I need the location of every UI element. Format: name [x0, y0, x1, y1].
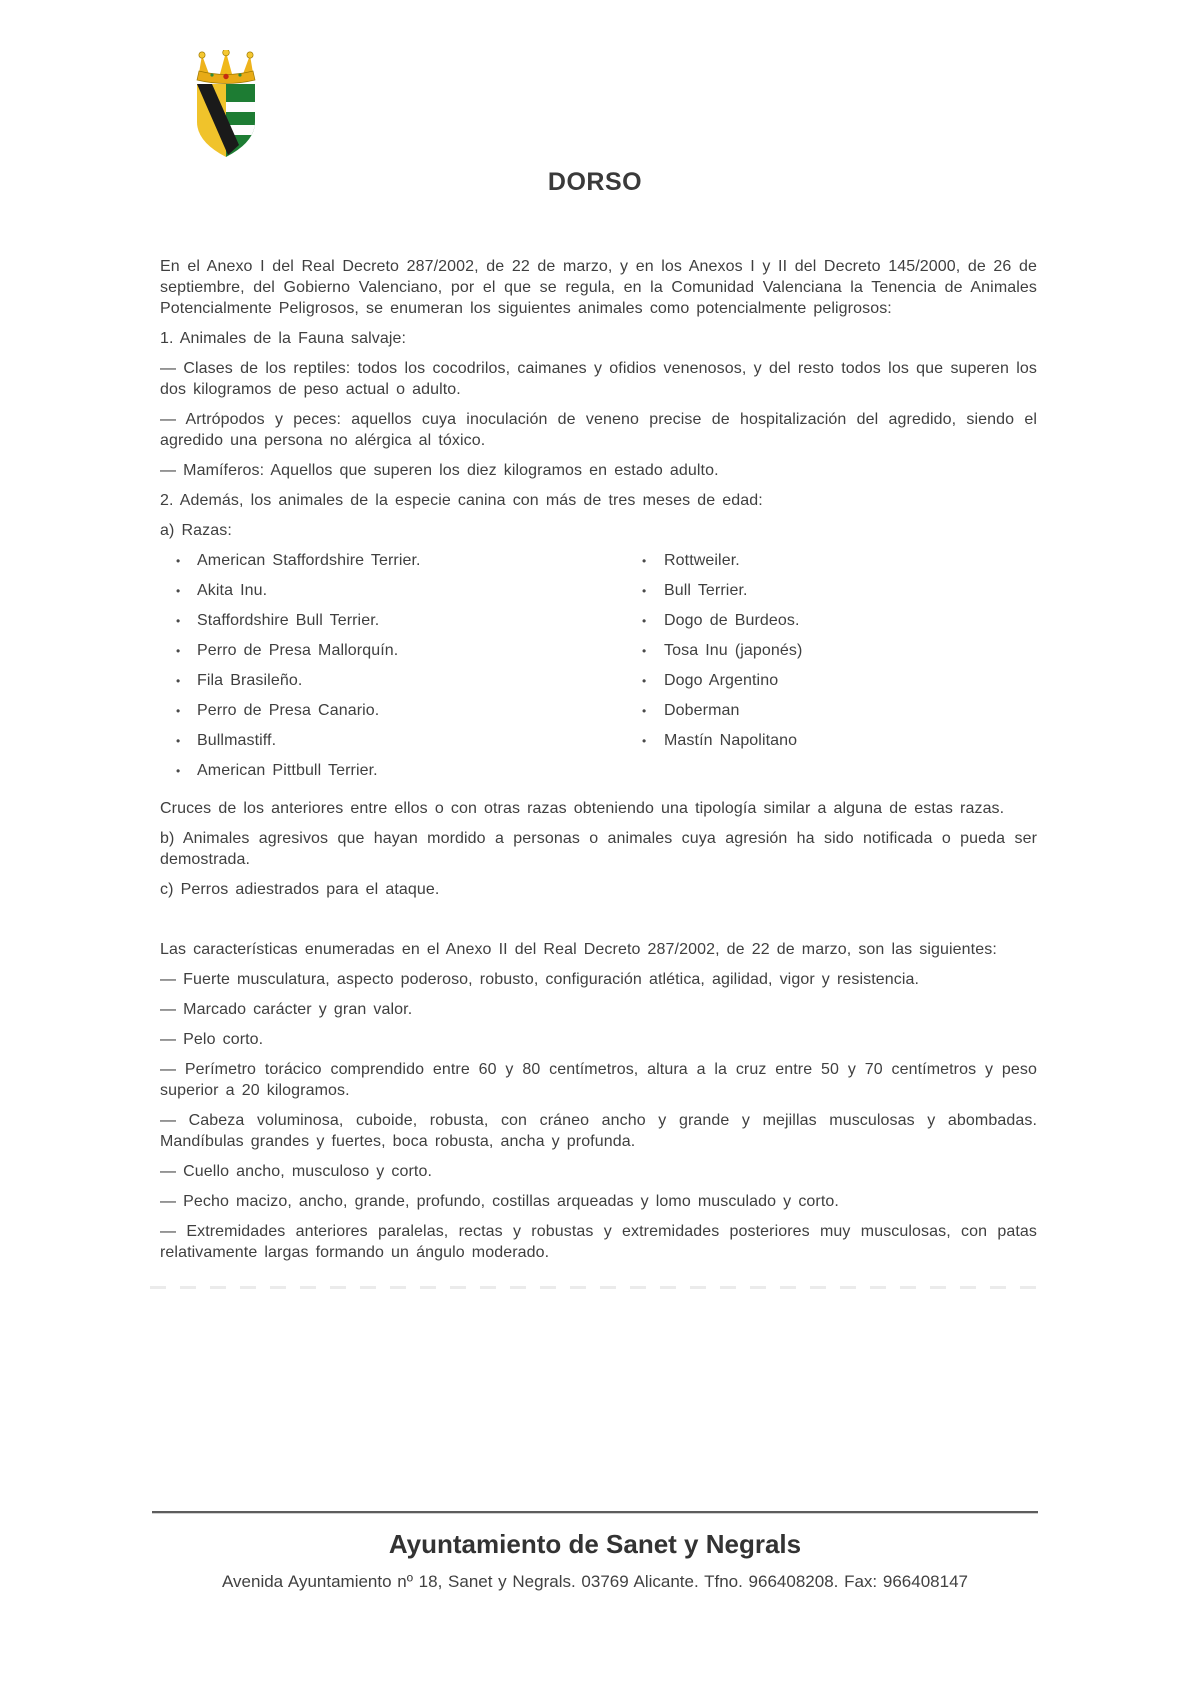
fauna-heading: 1. Animales de la Fauna salvaje: [160, 330, 407, 347]
cruces-paragraph: Cruces de los anteriores entre ellos o con otras razas obteniendo una tipología similar a alguna de estas razas. [160, 800, 1005, 817]
page-title: DORSO [547, 168, 643, 196]
breed-item: • Fila Brasileño. [197, 670, 642, 691]
municipal-crest-icon [188, 50, 264, 162]
breed-item: • Mastín Napolitano [664, 730, 1037, 751]
caracteristica-item: — Extremidades anteriores paralelas, rectas y robustas y extremidades posteriores muy musculosas, con patas relativamente largas formando un ángulo moderado. [160, 1223, 1037, 1261]
breed-item: • American Pittbull Terrier. [197, 760, 642, 781]
document-body [160, 256, 1037, 1272]
faint-scan-divider [150, 1286, 1038, 1289]
breed-item: • Rottweiler. [664, 550, 1037, 571]
fauna-item-artropodos: — Artrópodos y peces: aquellos cuya inoculación de veneno precise de hospitalización del agredido, siendo el agredido una persona no alérgica al tóxico. [160, 411, 1037, 449]
breed-item: • American Staffordshire Terrier. [197, 550, 642, 571]
item-c-paragraph: c) Perros adiestrados para el ataque. [160, 881, 440, 898]
caracteristica-item: — Pecho macizo, ancho, grande, profundo, costillas arqueadas y lomo musculado y corto. [160, 1193, 839, 1210]
caracteristicas-intro: Las características enumeradas en el Anexo II del Real Decreto 287/2002, de 22 de marzo, son las siguientes: [160, 941, 997, 958]
item-b-paragraph: b) Animales agresivos que hayan mordido a personas o animales cuya agresión ha sido notificada o pueda ser demostrada. [160, 830, 1037, 868]
shield-icon [197, 84, 255, 158]
breed-item: • Staffordshire Bull Terrier. [197, 610, 642, 631]
breed-item: • Akita Inu. [197, 580, 642, 601]
caracteristica-item: — Perímetro torácico comprendido entre 60 y 80 centímetros, altura a la cruz entre 50 y 70 centímetros y peso superior a 20 kilogramos. [160, 1061, 1037, 1099]
breed-list-left-column [160, 550, 642, 790]
canina-heading: 2. Además, los animales de la especie canina con más de tres meses de edad: [160, 492, 763, 509]
breed-item: • Perro de Presa Mallorquín. [197, 640, 642, 661]
breed-item: • Perro de Presa Canario. [197, 700, 642, 721]
caracteristica-item: — Cabeza voluminosa, cuboide, robusta, con cráneo ancho y grande y mejillas musculosas y abombadas. Mandíbulas grandes y fuertes, boca robusta, ancha y profunda. [160, 1112, 1037, 1150]
footer-address: Avenida Ayuntamiento nº 18, Sanet y Negrals. 03769 Alicante. Tfno. 966408208. Fax: 966408147 [222, 1571, 968, 1591]
breed-item: • Tosa Inu (japonés) [664, 640, 1037, 661]
breed-item: • Bull Terrier. [664, 580, 1037, 601]
footer-rule [152, 1511, 1038, 1513]
razas-heading: a) Razas: [160, 522, 232, 539]
footer-organization: Ayuntamiento de Sanet y Negrals [388, 1529, 802, 1559]
intro-paragraph: En el Anexo I del Real Decreto 287/2002, de 22 de marzo, y en los Anexos I y II del Decreto 145/2000, de 26 de septiembre, del Gobierno Valenciano, por el que se regula, en la Comunidad Valenciana la Tenencia de Animales Potencialmente Peligrosos, se enumeran los siguientes animales como potencialmente peligrosos: [160, 258, 1037, 317]
breed-list-right-column [642, 550, 1037, 790]
breed-item: • Dogo Argentino [664, 670, 1037, 691]
crown-icon [197, 50, 255, 84]
caracteristica-item: — Pelo corto. [160, 1031, 264, 1048]
breed-item: • Dogo de Burdeos. [664, 610, 1037, 631]
fauna-item-reptiles: — Clases de los reptiles: todos los cocodrilos, caimanes y ofidios venenosos, y del resto todos los que superen los dos kilogramos de peso actual o adulto. [160, 360, 1037, 398]
breed-item: • Bullmastiff. [197, 730, 642, 751]
breed-list [160, 550, 1037, 790]
breed-item: • Doberman [664, 700, 1037, 721]
caracteristica-item: — Fuerte musculatura, aspecto poderoso, robusto, configuración atlética, agilidad, vigor y resistencia. [160, 971, 920, 988]
caracteristica-item: — Cuello ancho, musculoso y corto. [160, 1163, 433, 1180]
fauna-item-mamiferos: — Mamíferos: Aquellos que superen los diez kilogramos en estado adulto. [160, 462, 719, 479]
footer [152, 1511, 1038, 1592]
caracteristica-item: — Marcado carácter y gran valor. [160, 1001, 413, 1018]
